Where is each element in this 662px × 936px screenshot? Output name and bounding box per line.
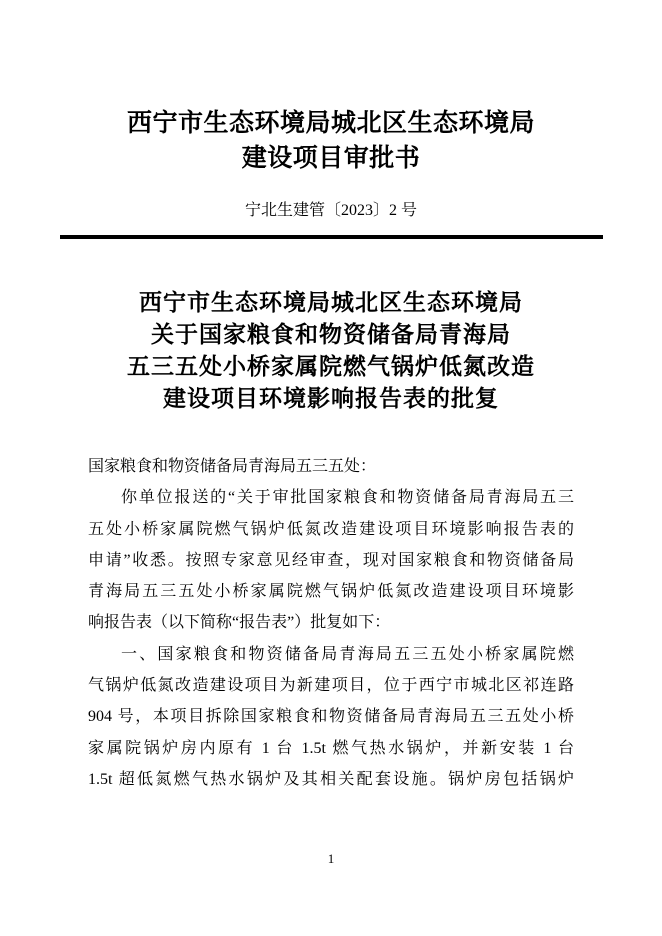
body-line: 家属院锅炉房内原有 1 台 1.5t 燃气热水锅炉，并新安装 1 台 (88, 739, 574, 757)
approval-title (0, 286, 662, 414)
letterhead-title-line1: 西宁市生态环境局城北区生态环境局 (126, 110, 535, 137)
page-number: 1 (327, 851, 335, 866)
body-line: 响报告表（以下简称“报告表”）批复如下： (88, 614, 391, 632)
body-line: 904 号，本项目拆除国家粮食和物资储备局青海局五三五处小桥 (88, 708, 574, 726)
body-line: 青海局五三五处小桥家属院燃气锅炉低氮改造建设项目环境影 (88, 583, 574, 601)
letterhead-divider-rule (60, 235, 603, 239)
letterhead-title-line2: 建设项目审批书 (241, 145, 421, 172)
document-number: 宁北生建管〔2023〕2 号 (244, 202, 417, 219)
body-line: 你单位报送的“关于审批国家粮食和物资储备局青海局五三 (121, 489, 574, 507)
body-line: 五处小桥家属院燃气锅炉低氮改造建设项目环境影响报告表的 (88, 520, 574, 538)
body-text (88, 451, 574, 795)
approval-title-line: 建设项目环境影响报告表的批复 (163, 385, 499, 411)
approval-title-line: 五三五处小桥家属院燃气锅炉低氮改造 (127, 353, 535, 379)
approval-title-line: 西宁市生态环境局城北区生态环境局 (139, 289, 523, 315)
letterhead (0, 0, 662, 176)
salutation-line: 国家粮食和物资储备局青海局五三五处： (88, 458, 377, 475)
approval-title-line: 关于国家粮食和物资储备局青海局 (151, 321, 511, 347)
body-line: 气锅炉低氮改造建设项目为新建项目，位于西宁市城北区祁连路 (88, 677, 574, 695)
body-line: 一、国家粮食和物资储备局青海局五三五处小桥家属院燃 (121, 645, 574, 663)
body-line: 1.5t 超低氮燃气热水锅炉及其相关配套设施。锅炉房包括锅炉 (88, 770, 574, 788)
body-line: 申请”收悉。按照专家意见经审查，现对国家粮食和物资储备局 (88, 551, 574, 569)
